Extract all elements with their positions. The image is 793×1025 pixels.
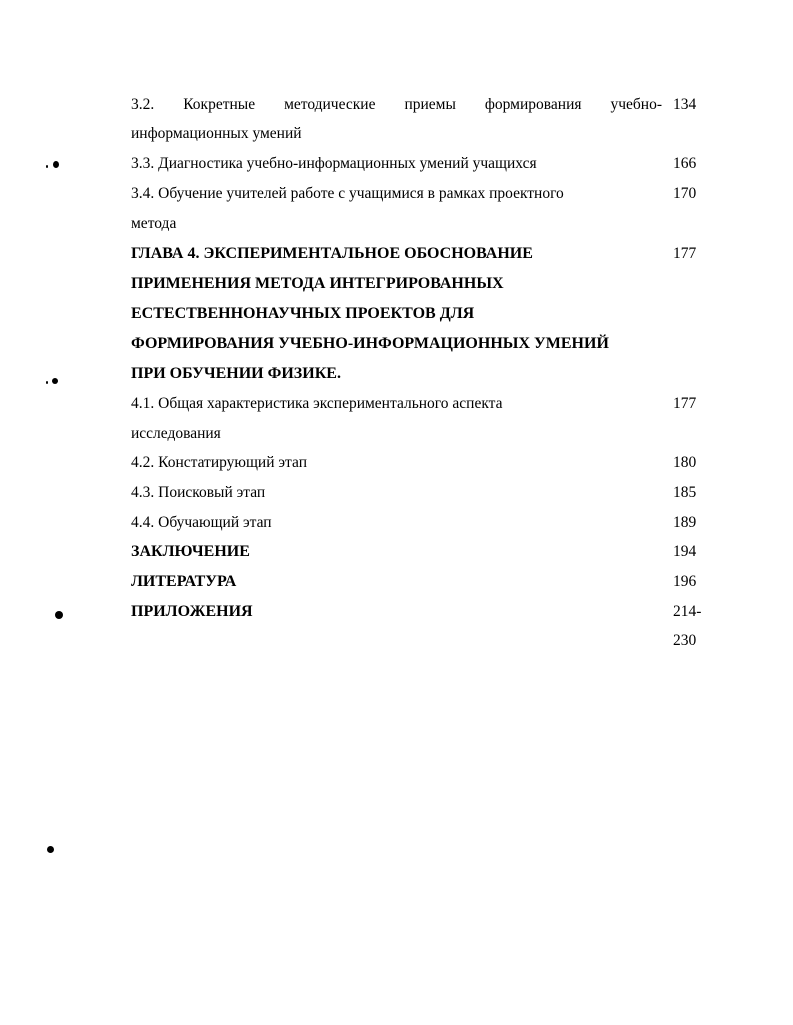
scan-mark — [47, 846, 54, 853]
toc-literature: ЛИТЕРАТУРА — [131, 573, 237, 590]
toc-chapter-4-line1: ГЛАВА 4. ЭКСПЕРИМЕНТАЛЬНОЕ ОБОСНОВАНИЕ — [131, 245, 533, 262]
toc-page-3-3: 166 — [673, 155, 697, 172]
toc-entry-3-3: 3.3. Диагностика учебно-информационных умений учащихся — [131, 155, 537, 172]
toc-page-4-3: 185 — [673, 484, 697, 501]
scan-mark — [55, 611, 63, 619]
toc-page-3-2: 134 — [673, 96, 697, 113]
toc-entry-3-4-line1: 3.4. Обучение учителей работе с учащимися в рамках проектного — [131, 185, 564, 202]
toc-page-3-4: 170 — [673, 185, 697, 202]
toc-page-appendices-end: 230 — [673, 632, 697, 649]
scan-mark — [52, 378, 58, 384]
toc-entry-3-2-line1: 3.2. Кокретные методические приемы формирования учебно- — [131, 96, 662, 113]
toc-entry-4-3: 4.3. Поисковый этап — [131, 484, 266, 501]
scan-mark — [46, 165, 48, 168]
toc-entry-4-4: 4.4. Обучающий этап — [131, 514, 272, 531]
toc-conclusion: ЗАКЛЮЧЕНИЕ — [131, 543, 250, 560]
toc-entry-4-2: 4.2. Констатирующий этап — [131, 454, 307, 471]
toc-page-chapter-4: 177 — [673, 245, 697, 262]
toc-chapter-4-line2: ПРИМЕНЕНИЯ МЕТОДА ИНТЕГРИРОВАННЫХ — [131, 275, 504, 292]
toc-chapter-4-line5: ПРИ ОБУЧЕНИИ ФИЗИКЕ. — [131, 365, 341, 382]
toc-chapter-4-line4: ФОРМИРОВАНИЯ УЧЕБНО-ИНФОРМАЦИОННЫХ УМЕНИЙ — [131, 335, 609, 352]
toc-page-4-2: 180 — [673, 454, 697, 471]
toc-chapter-4-line3: ЕСТЕСТВЕННОНАУЧНЫХ ПРОЕКТОВ ДЛЯ — [131, 305, 475, 322]
toc-entry-4-1-line1: 4.1. Общая характеристика экспериментального аспекта — [131, 395, 503, 412]
toc-page-literature: 196 — [673, 573, 697, 590]
toc-page-appendices-start: 214- — [673, 603, 702, 620]
toc-entry-4-1-line2: исследования — [131, 425, 221, 442]
toc-entry-3-4-line2: метода — [131, 215, 177, 232]
toc-appendices: ПРИЛОЖЕНИЯ — [131, 603, 253, 620]
toc-page-conclusion: 194 — [673, 543, 697, 560]
toc-page-4-1: 177 — [673, 395, 697, 412]
scan-mark — [53, 161, 59, 168]
toc-entry-3-2-line2: информационных умений — [131, 125, 302, 142]
scan-mark — [46, 381, 48, 384]
toc-page-4-4: 189 — [673, 514, 697, 531]
